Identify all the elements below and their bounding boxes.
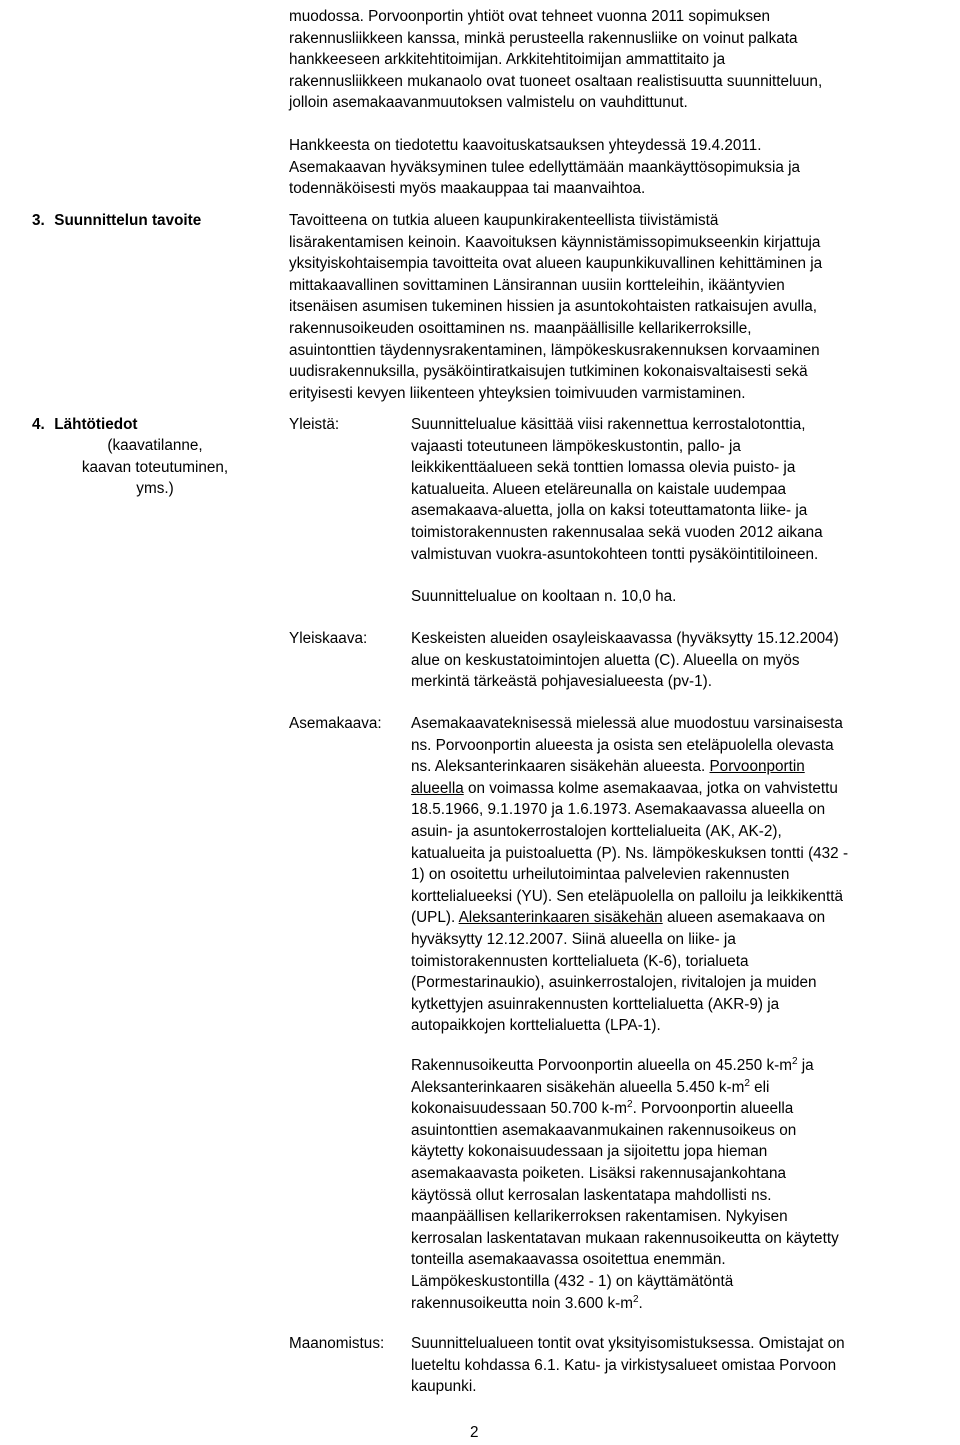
text-line: asemakaavasta poiketen. Lisäksi rakennusajankohtana	[411, 1164, 787, 1182]
alueella-link[interactable]: alueella	[411, 779, 464, 797]
section-4-heading	[32, 414, 138, 436]
text-line: kaupunki.	[411, 1378, 477, 1396]
text-segment: ns. Aleksanterinkaaren sisäkehän alueesta.	[411, 758, 710, 776]
text-line: rakennusoikeuden osoittaminen ns. maanpäällisille kellarikerroksille,	[289, 319, 752, 337]
text-line: Suunnittelualueen tontit ovat yksityisomistuksessa. Omistajat on	[411, 1335, 845, 1352]
text-line: leikkikenttäalueen sekä tonttien lomassa olevia puisto- ja	[411, 459, 796, 477]
text-line: hankkeeseen arkkitehtitoimijan. Arkkitehtitoimijan ammattitaito ja	[289, 51, 726, 69]
text-line: toimistorakennusten rakennusalaa sekä vuoden 2012 aikana	[411, 523, 823, 541]
text-line: merkintä tärkeästä pohjavesialueesta (pv-1).	[411, 673, 712, 691]
text-line: katualueita ja puistoaluetta (P). Ns. lämpökeskuksen tontti (432 -	[411, 844, 849, 862]
text-line: lisärakentamisen keinoin. Kaavoituksen käynnistämissopimukseenkin kirjattuja	[289, 233, 821, 251]
section-title: Suunnittelun tavoite	[54, 212, 202, 229]
text-line: itsenäisen asumisen tukeminen hissien ja asuntokohtaisten ratkaisujen avulla,	[289, 298, 818, 316]
section-number: 3.	[32, 212, 45, 229]
intro-paragraph	[289, 6, 949, 114]
text-line: ns. Porvoonportin alueesta ja osista sen eteläpuolella olevasta	[411, 736, 834, 754]
text-line: kerrosalan laskentatavan mukaan rakennusoikeutta on käytetty	[411, 1229, 839, 1247]
text-line: korttelialueeksi (YU). Sen eteläpuolella on palloilu ja leikkikenttä	[411, 887, 843, 905]
text-line: erityisesti kevyen liikenteen yhteyksien toimivuuden varmistaminen.	[289, 384, 746, 402]
text-line: muodossa. Porvoonportin yhtiöt ovat tehneet vuonna 2011 sopimuksen	[289, 8, 771, 25]
superscript: 2	[627, 1099, 633, 1111]
text-segment: alueen asemakaava on	[662, 909, 826, 927]
section-3-body	[289, 210, 949, 404]
rakennusoikeus-text	[411, 1055, 951, 1314]
section-3-heading	[32, 210, 201, 232]
yleista-text	[411, 414, 951, 565]
asemakaava-text	[411, 713, 951, 1037]
subtitle-line: yms.)	[136, 480, 174, 498]
text-line	[411, 907, 951, 929]
text-segment: (UPL).	[411, 909, 459, 927]
text-line: Hankkeesta on tiedotettu kaavoituskatsauksen yhteydessä 19.4.2011.	[289, 137, 762, 154]
area-text: Suunnittelualue on kooltaan n. 10,0 ha.	[411, 588, 677, 605]
text-segment: on voimassa kolme asemakaavaa, jotka on vahvistettu	[463, 779, 838, 797]
text-line	[411, 756, 951, 778]
text-segment: ja	[797, 1057, 814, 1074]
text-line: käytetty kokonaisuudessaan ja sijoitettu jopa hieman	[411, 1143, 768, 1161]
subtitle-line: (kaavatilanne,	[107, 437, 203, 454]
text-line: Asemakaavateknisessä mielessä alue muodostuu varsinaisesta	[411, 715, 843, 732]
text-line: (Pormestarinaukio), asuinkerrostalojen, rivitalojen ja muiden	[411, 974, 817, 992]
aleksanterinkaaren-link[interactable]: Aleksanterinkaaren sisäkehän	[458, 909, 663, 927]
text-line	[411, 778, 951, 800]
text-line: toimistorakennusten korttelialueta (K-6), torialueta	[411, 952, 749, 970]
text-line: rakennusliikkeen mukanaolo ovat tuoneet osaltaan realistisuutta suunnitteluun,	[289, 72, 823, 90]
text-line: alue on keskustatoimintojen aluetta (C). Alueella on myös	[411, 651, 800, 669]
text-line: yksityiskohtaisempia tavoitteita ovat alueen kaupunkikuvallinen kehittäminen ja	[289, 255, 823, 273]
text-line: tonteilla asemakaavassa osoitettua enemmän.	[411, 1251, 726, 1269]
text-segment: kokonaisuudessaan 50.700 k-m	[411, 1100, 627, 1118]
text-line: autopaikkojen korttelialuetta (LPA-1).	[411, 1017, 661, 1035]
text-line: valmistuvan vuokra-asuntokohteen tontti pysäköintitiloineen.	[411, 545, 819, 563]
info-paragraph	[289, 135, 949, 200]
superscript: 2	[632, 1293, 639, 1305]
text-line: asuintonttien asemakaavanmukainen rakennusoikeus on	[411, 1121, 797, 1139]
text-line	[411, 1077, 951, 1099]
text-line: rakennusliikkeen kanssa, minkä perusteella rakennusliike on voinut palkata	[289, 29, 798, 47]
superscript: 2	[744, 1077, 750, 1089]
text-segment: Aleksanterinkaaren sisäkehän alueella 5.450 k-m	[411, 1078, 745, 1096]
yleiskaava-label: Yleiskaava:	[289, 630, 368, 647]
text-line: käytössä ollut kerrosalan laskentatapa mahdollisti ns.	[411, 1186, 772, 1204]
section-title: Lähtötiedot	[54, 416, 138, 433]
text-segment: rakennusoikeutta noin 3.600 k-m	[411, 1294, 633, 1312]
text-line	[411, 1055, 951, 1077]
text-line: 1) on osoitettu urheilutoimintaa palvelevien rakennusten	[411, 866, 790, 884]
text-line: mittakaavallinen sovittaminen Länsirannan uusiin kortteleihin, ikääntyvien	[289, 276, 785, 294]
section-4-subtitle	[58, 435, 252, 500]
text-line: kytkettyjen asuinrakennusten korttelialuetta (AKR-9) ja	[411, 995, 780, 1013]
yleista-label: Yleistä:	[289, 416, 340, 433]
text-segment: . Porvoonportin alueella	[632, 1100, 794, 1118]
text-line	[411, 1098, 951, 1120]
text-line: Lämpökeskustontilla (432 - 1) on käyttämätöntä	[411, 1272, 734, 1290]
porvoonportin-link[interactable]: Porvoonportin	[709, 758, 805, 776]
text-line: lueteltu kohdassa 6.1. Katu- ja virkistysalueet omistaa Porvoon	[411, 1356, 837, 1374]
superscript: 2	[791, 1056, 798, 1067]
text-line: Tavoitteena on tutkia alueen kaupunkirakenteellista tiivistämistä	[289, 212, 719, 229]
text-line	[411, 1293, 951, 1315]
maanomistus-label: Maanomistus:	[289, 1335, 385, 1352]
text-segment: eli	[749, 1078, 770, 1096]
asemakaava-label: Asemakaava:	[289, 715, 382, 732]
text-segment: .	[638, 1294, 643, 1312]
text-line: 18.5.1966, 9.1.1970 ja 1.6.1973. Asemakaavassa alueella on	[411, 801, 826, 819]
text-line: katualueita. Alueen eteläreunalla on kaistale uudempaa	[411, 480, 787, 498]
maanomistus-text	[411, 1333, 951, 1398]
text-line: todennäköisesti myös maakauppaa tai maanvaihtoa.	[289, 180, 646, 198]
text-line: hyväksytty 12.12.2007. Siinä alueella on liike- ja	[411, 930, 736, 948]
text-segment: Rakennusoikeutta Porvoonportin alueella on 45.250 k-m	[411, 1057, 792, 1074]
text-line: asuintonttien täydennysrakentaminen, lämpökeskusrakennuksen korvaaminen	[289, 341, 820, 359]
text-line: uudisrakennuksilla, pysäköintiratkaisujen tutkiminen kokonaisvaltaisesti sekä	[289, 363, 808, 381]
text-line: asuin- ja asuntokerrostalojen korttelialueita (AK, AK-2),	[411, 822, 782, 840]
text-line: Suunnittelualue käsittää viisi rakennettua kerrostalotonttia,	[411, 416, 806, 433]
subtitle-line: kaavan toteutuminen,	[81, 458, 229, 476]
text-line: jolloin asemakaavanmuutoksen valmistelu on vauhdittunut.	[289, 94, 688, 112]
yleiskaava-text	[411, 628, 951, 693]
text-line: Asemakaavan hyväksyminen tulee edellyttämään maankäyttösopimuksia ja	[289, 158, 801, 176]
text-line: vajaasti toteutuneen lämpökeskustontin, pallo- ja	[411, 437, 741, 455]
text-line: maanpäällisen kellarikerroksen rakentamisen. Nykyisen	[411, 1208, 788, 1226]
text-line: asemakaava-aluetta, jolla on kaksi toteuttamatonta liike- ja	[411, 502, 808, 520]
page-number: 2	[470, 1424, 479, 1441]
text-line: Keskeisten alueiden osayleiskaavassa (hyväksytty 15.12.2004)	[411, 630, 839, 647]
section-number: 4.	[32, 416, 45, 433]
